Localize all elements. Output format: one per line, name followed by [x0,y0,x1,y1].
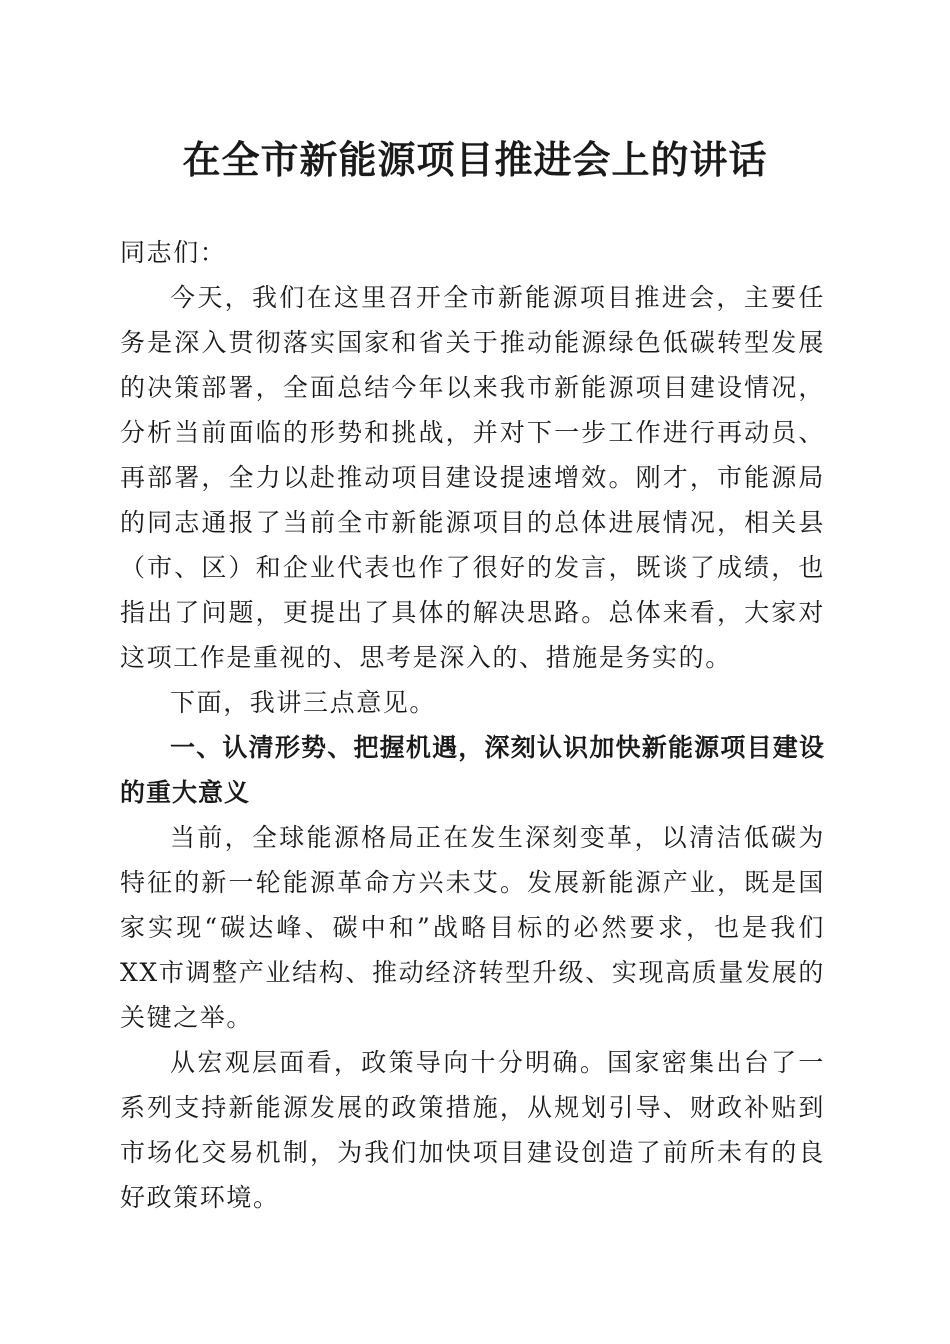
salutation: 同志们： [120,238,227,267]
paragraph-transition: 下面，我讲三点意见。 [170,688,437,717]
section-heading: 一、认清形势、把握机遇，深刻认识加快新能源项目建设的重大意义 [120,733,825,807]
document-title: 在全市新能源项目推进会上的讲话 [182,137,768,182]
document-body [120,230,825,1220]
paragraph-section-2: 从宏观层面看，政策导向十分明确。国家密集出台了一系列支持新能源发展的政策措施，从规划引导、财政补贴到市场化交易机制，为我们加快项目建设创造了前所未有的良好政策环境。 [120,1048,825,1212]
paragraph-opening: 今天，我们在这里召开全市新能源项目推进会，主要任务是深入贯彻落实国家和省关于推动能源绿色低碳转型发展的决策部署，全面总结今年以来我市新能源项目建设情况，分析当前面临的形势和挑战，并对下一步工作进行再动员、再部署，全力以赴推动项目建设提速增效。刚才，市能源局的同志通报了当前全市新能源项目的总体进展情况，相关县（市、区）和企业代表也作了很好的发言，既谈了成绩，也指出了问题，更提出了具体的解决思路。总体来看，大家对这项工作是重视的、思考是深入的、措施是务实的。 [120,283,825,672]
paragraph-section-1: 当前，全球能源格局正在发生深刻变革，以清洁低碳为特征的新一轮能源革命方兴未艾。发展新能源产业，既是国家实现“碳达峰、碳中和”战略目标的必然要求，也是我们XX市调整产业结构、推动经济转型升级、实现高质量发展的关键之举。 [120,823,825,1032]
